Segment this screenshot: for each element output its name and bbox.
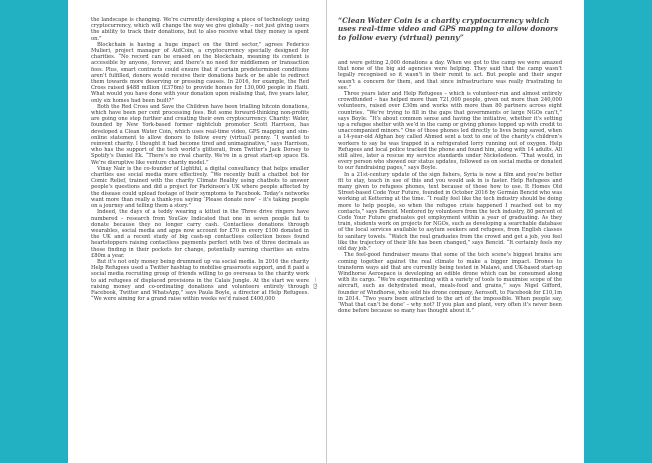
body-paragraph: Both the Red Cross and Save the Children have been trialling bitcoin donations, which have been per cent processing fees. But some forward-thinking non-profits are going one step further and creating their own cryptocurrency. Charity: Water, founded by New York-based former nightclub promoter Scott Harrison, has developed a Clean Water Coin, which uses real-time video, GPS mapping and sim-online statement to allow donors to follow every (virtual) penny. “I wanted to reinvent charity. I thought it had become tired and unimaginative,” says Harrison, who has the support of the tech world’s glitterati, from Twitter’s Jack Dorsey to Spotify’s Daniel Ek. “There’s no rival charity. We’re in a great start-up space Ek. We’re disruptive like venture charity model.”: [91, 103, 309, 166]
body-paragraph: In a 21st-century update of the sign fishers, Syria is now a film and you’re better fit to stay, teach in use of this and you would ask in is faster. Help Refugees and many given to refugees phones, text because of those how to use. It Homes Old Street-based Code Your Future, founded in October 2016 by Germán Bencid who was working at Kettering at the time. “I really feel like the tech industry should be doing more to help people, so when the refugee crisis happened I reached out to my contacts,” says Bencid. Mentored by volunteers from the tech industry, 80 percent of Code Your Future graduates get employment within a year of graduating. As they train, students work on projects for NGOs, such as developing a searchable database of the local services available to asylum seekers and refugees, from English classes to sanitary towels. “Watch the real graduates from the crowd and get a job, you feel like the trajectory of their life has been changed,” says Bencid. “It certainly feels my old day job.”: [338, 171, 562, 253]
left-page-bleed: [0, 0, 68, 463]
pull-quote: “Clean Water Coin is a charity cryptocurrency which uses real-time video and GPS mapping to allow donors to follow every (virtual) penny”: [338, 16, 558, 42]
body-paragraph: the landscape is changing. We’re currently developing a piece of technology using cryptocurrency, which will change the way we give globally – not just giving users the ability to track their donations, but to also receive what they money is spent on.”: [91, 17, 309, 42]
body-paragraph: Blockchain is having a huge impact on the third sector,” agrees Federico Mulieri, project manager of AidCoin, a cryptocurrency specially designed for charities. “No record can be erased on the blockchain, meaning its content is accessible by anyone, forever, and there’s no need for middlemen or transaction fees. Plus, smart contracts could ensure that if certain predetermined conditions aren’t fulfilled, donors would receive their donations back or be able to redirect them towards more deserving or pressing causes. In 2016, for example, the Red Cross raised $488 million (£376m) to provide homes for 130,000 people in Haiti. What would you have done with your donation upon realising that, five years later, only six homes had been built?”: [91, 41, 309, 104]
body-paragraph: Indeed, the days of a teddy wearing a kitted in the Three drive ringers have numbered – research from YouGov Indicated that one in seven people fail to donate because they no longer carry cash. Contactless donations through wearables, social media and apps now account for £70 in every £100 donated in the UK and a recent study of big cash-up contactless collection boxes found heartstoppers raising contactless payments perfect with two of three decimals as those finding in their pockets for change, potentially earning charities an extra £80m a year.: [91, 209, 309, 259]
right-page-bleed: [584, 0, 652, 463]
body-paragraph: and were getting 2,000 donations a day. When we got to the camp we were amazed that none of the big aid agencies were helping. They said that the camp wasn’t legally recognised so it wasn’t in their remit to act. But people and their anger wasn’t a concern for them, and that since infrastructure was really frustrating to see.”: [338, 60, 562, 91]
page-gutter: [326, 0, 327, 463]
page-folio: 62 —: [314, 277, 319, 289]
left-text-column: [91, 17, 309, 435]
body-paragraph: Vinay Nair is the co-founder of Lightful, a digital consultancy that helps smaller charities use social media more effectively. “We recently built a chatbot bot for Comic Relief, trained with the charity Climate Reality using chatbots to answer people’s questions and did a project for Parkinson’s UK where people affected by the disease could upload footage of their symptoms to Facebook. Today’s networks want more than really a thank-you saying ‘Please donate now’ – it’s taking people on a journey and telling them a story.”: [91, 165, 309, 210]
body-paragraph: But it’s not only money being drummed up via social media. In 2016 the charity Help Refugees used a Twitter hashtag to mobilise grassroots support, and it paid a social media recruiting group of friends willing to go overseas to the charity work to aid refugees of displaced provisions in the Calais Jungle. At the start we were raising money and co-ordinating donations and volunteers entirely through Facebook, Twitter and WhatsApp,” says Paula Boyle, a director at Help Refugees. “We were aiming for a grand raise within weeks we’d raised £400,000: [91, 258, 309, 303]
body-paragraph: The feel-good fundraiser means that some of the tech scene’s biggest brains are coming together against the real climate to make a bigger impact. Drones to transform ways aid that are currently being tested in Malawi, and UK-based start-up Windhorse Aerospace is developing an edible drone which can be consumed along with its cargo. “We’re experimenting with a variety of tools to maximise scope of the aircraft, such as dehydrated meat, meals-food and grains,” says Nigel Gifford, founder of Windhorse, who sold his drone company, Aerosoft, to Facebook for £10,1m in 2014. “Two years been attracted to the art of the impossible. When people say, ‘What that can’t be done’ – why not? If you plan and plant, very often it’s never been done before because so many has thought about it.”: [338, 252, 562, 315]
body-paragraph: Three years later and Help Refugees – which is volunteer-run and almost entirely crowdfunded – has helped more than 721,000 people, given out more than 240,000 volunteers, raised over £30m and works with more than 80 partners across eight countries. “We’re trying to fill in the gaps that governments or large NGOs can’t,” says Boyle. “It’s about common sense and having the initiative, whether it’s setting up a refugee shelter with we’d in the camp or giving phones topped up with credit to unaccompanied minors.” One of those phones led directly to lives being saved, when a 14-year-old Afghan boy called Ahmed sent a text to one of the charity’s children’s workers to say he was trapped in a refrigerated lorry running out of oxygen. Help Refugees and local police tracked the phone and found him, along with 14 adults. All still alive, later a rescue my service standards under Nickelodeon. “That would, in every person who showed our status updates, followed us on social media or donated to our fundraising pages,” says Boyle.: [338, 91, 562, 172]
right-text-column: [338, 60, 562, 435]
